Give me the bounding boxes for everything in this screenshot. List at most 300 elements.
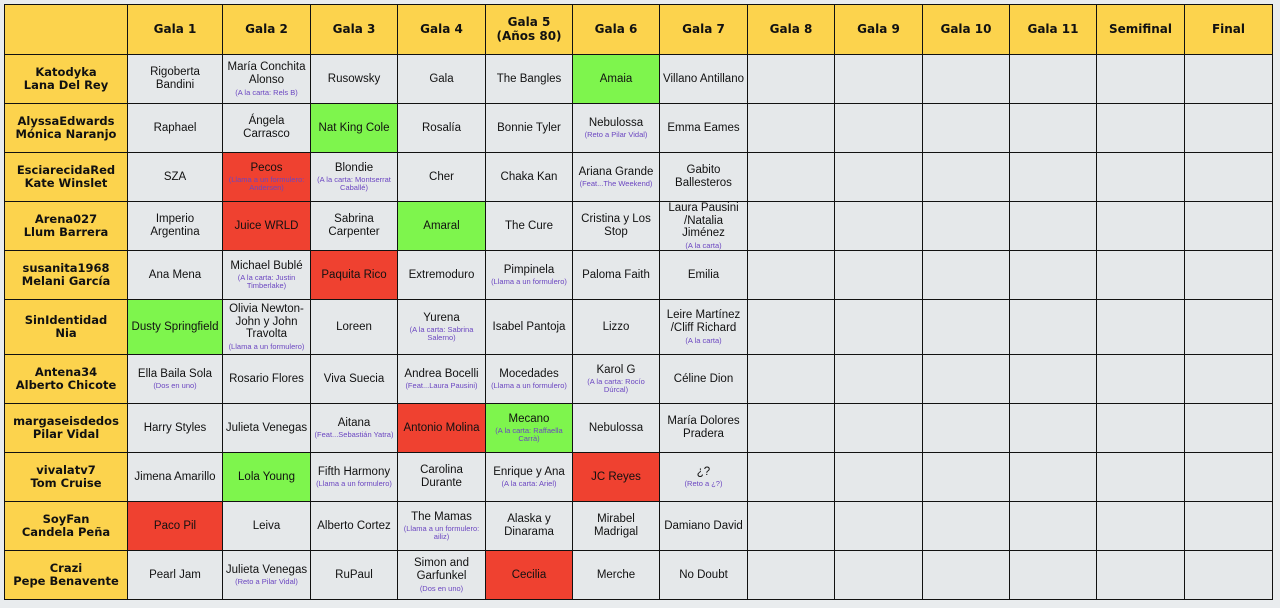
gala-cell	[398, 502, 486, 551]
gala-cell	[573, 453, 660, 502]
gala-cell	[311, 251, 398, 300]
artist-name: JC Reyes	[591, 470, 641, 483]
artist-name: Carolina Durante	[420, 464, 463, 489]
gala-cell	[398, 355, 486, 404]
team-header	[5, 404, 128, 453]
artist-name: Rusowsky	[327, 72, 381, 85]
artist-name: Cecilia	[511, 568, 547, 581]
team-header	[5, 202, 128, 251]
gala-cell	[923, 502, 1010, 551]
artist-name: Julieta Venegas	[225, 563, 308, 576]
table-row	[5, 300, 1273, 355]
gala-cell	[835, 153, 923, 202]
artist-name: Viva Suecia	[323, 372, 385, 385]
team-celebrity: Llum Barrera	[23, 225, 109, 239]
artist-note: (Llama a un formulero)	[491, 277, 567, 287]
gala-cell	[748, 355, 835, 404]
column-header	[1010, 5, 1097, 55]
artist-name: Cristina y Los Stop	[581, 213, 651, 238]
gala-cell	[486, 300, 573, 355]
gala-cell	[573, 404, 660, 453]
gala-cell	[1010, 453, 1097, 502]
artist-name: Paloma Faith	[582, 268, 650, 281]
column-header	[748, 5, 835, 55]
gala-cell	[1097, 404, 1185, 453]
gala-cell	[1010, 153, 1097, 202]
artist-note: (Dos en uno)	[419, 583, 464, 593]
table-row	[5, 404, 1273, 453]
gala-cell	[311, 202, 398, 251]
artist-name: Harry Styles	[143, 421, 207, 434]
artist-note: (Llama a un formulero: ailiz)	[403, 524, 480, 542]
gala-cell	[1097, 55, 1185, 104]
artist-name: Sabrina Carpenter	[328, 213, 380, 238]
artist-name: María Conchita Alonso	[227, 61, 306, 87]
artist-note: (Llama a un formulero)	[491, 381, 567, 391]
team-celebrity: Mónica Naranjo	[15, 127, 117, 141]
artist-name: Leiva	[252, 519, 281, 532]
team-celebrity: Candela Peña	[21, 525, 111, 539]
gala-cell	[835, 453, 923, 502]
artist-name: Ana Mena	[148, 268, 202, 281]
gala-cell	[486, 453, 573, 502]
artist-name: Ariana Grande	[578, 165, 654, 178]
artist-name: Damiano David	[664, 519, 743, 532]
gala-cell	[1097, 104, 1185, 153]
team-celebrity: Pepe Benavente	[13, 574, 119, 588]
artist-name: Nebulossa	[588, 421, 644, 434]
artist-note: (Reto a Pilar Vidal)	[584, 130, 648, 140]
team-user: Crazi	[49, 561, 83, 576]
artist-name: SZA	[163, 170, 187, 183]
gala-cell	[748, 502, 835, 551]
gala-cell	[1010, 355, 1097, 404]
gala-cell	[923, 104, 1010, 153]
artist-name: Rosalía	[422, 121, 461, 134]
gala-cell	[311, 355, 398, 404]
gala-cell	[923, 55, 1010, 104]
artist-note: (Feat...The Weekend)	[579, 179, 653, 189]
column-header-label: Gala 5	[507, 15, 551, 30]
team-header	[5, 153, 128, 202]
gala-cell	[835, 104, 923, 153]
artist-name: No Doubt	[679, 568, 728, 581]
artist-name: Leire Martínez /Cliff Richard	[666, 309, 741, 335]
gala-cell	[923, 153, 1010, 202]
artist-name: Rigoberta Bandini	[150, 66, 200, 91]
artist-name: Dusty Springfield	[131, 320, 219, 333]
column-header-label: Semifinal	[1108, 21, 1173, 36]
artist-name: Enrique y Ana	[493, 465, 565, 478]
gala-cell	[660, 355, 748, 404]
gala-cell	[748, 404, 835, 453]
gala-cell	[1097, 251, 1185, 300]
column-header	[398, 5, 486, 55]
artist-name: Pimpinela	[503, 263, 555, 276]
team-user: EsciarecidaRed	[16, 163, 116, 178]
gala-cell	[660, 251, 748, 300]
artist-name: Karol G	[596, 363, 636, 376]
artist-name: Imperio Argentina	[150, 213, 200, 238]
table-row	[5, 551, 1273, 600]
artist-name: Alaska y Dinarama	[504, 513, 554, 538]
gala-cell	[398, 453, 486, 502]
gala-cell	[660, 551, 748, 600]
team-user: AlyssaEdwards	[17, 114, 115, 129]
artist-note: (A la carta: Sabrina Salerno)	[409, 325, 474, 343]
gala-cell	[748, 202, 835, 251]
gala-cell	[923, 453, 1010, 502]
gala-cell	[398, 202, 486, 251]
column-header-sublabel: (Años 80)	[496, 28, 562, 43]
team-user: SoyFan	[42, 512, 90, 527]
column-header	[223, 5, 311, 55]
gala-cell	[748, 251, 835, 300]
gala-cell	[398, 153, 486, 202]
gala-cell	[1185, 355, 1273, 404]
artist-name: Pearl Jam	[149, 568, 201, 581]
gala-cell	[1185, 104, 1273, 153]
gala-cell	[398, 251, 486, 300]
gala-cell	[128, 104, 223, 153]
gala-cell	[311, 55, 398, 104]
artist-name: Isabel Pantoja	[492, 320, 566, 333]
gala-cell	[398, 404, 486, 453]
team-celebrity: Lana Del Rey	[23, 78, 109, 92]
artist-name: The Bangles	[496, 72, 562, 85]
artist-name: Céline Dion	[673, 372, 734, 385]
gala-cell	[835, 404, 923, 453]
artist-name: Mirabel Madrigal	[593, 513, 639, 538]
artist-name: Amaral	[423, 219, 460, 232]
table-row	[5, 502, 1273, 551]
artist-name: Nat King Cole	[318, 121, 390, 134]
team-celebrity: Nia	[55, 326, 77, 340]
column-header-label: Gala 10	[940, 21, 992, 36]
gala-cell	[923, 251, 1010, 300]
artist-name: Emilia	[687, 268, 720, 281]
column-header-label: Gala 11	[1027, 21, 1079, 36]
artist-name: Laura Pausini /Natalia Jiménez	[668, 202, 739, 240]
team-user: susanita1968	[22, 261, 110, 276]
corner-header	[5, 5, 128, 55]
team-header	[5, 55, 128, 104]
gala-cell	[128, 502, 223, 551]
gala-cell	[1185, 453, 1273, 502]
gala-cell	[1185, 502, 1273, 551]
gala-cell	[1097, 453, 1185, 502]
gala-cell	[835, 355, 923, 404]
gala-cell	[398, 300, 486, 355]
artist-note: (Feat...Laura Pausini)	[405, 381, 478, 391]
gala-cell	[748, 453, 835, 502]
gala-cell	[660, 502, 748, 551]
gala-cell	[486, 251, 573, 300]
gala-cell	[660, 300, 748, 355]
column-header-label: Gala 2	[245, 21, 288, 36]
artist-name: Chaka Kan	[500, 170, 558, 183]
gala-cell	[486, 404, 573, 453]
gala-cell	[311, 551, 398, 600]
gala-cell	[1010, 104, 1097, 153]
gala-cell	[923, 202, 1010, 251]
artist-name: Michael Bublé	[230, 259, 303, 272]
team-header	[5, 453, 128, 502]
artist-name: Blondie	[334, 161, 374, 174]
artist-note: (A la carta: Rocío Dúrcal)	[587, 377, 645, 395]
artist-name: Antonio Molina	[403, 421, 480, 434]
gala-cell	[311, 104, 398, 153]
artist-name: Juice WRLD	[234, 219, 299, 232]
column-header-label: Gala 3	[332, 21, 376, 36]
artist-name: Fifth Harmony	[317, 465, 391, 478]
gala-cell	[573, 251, 660, 300]
artist-name: Nebulossa	[588, 116, 644, 129]
gala-cell	[223, 104, 311, 153]
gala-cell	[128, 153, 223, 202]
gala-cell	[486, 355, 573, 404]
gala-cell	[223, 153, 311, 202]
gala-cell	[223, 404, 311, 453]
artist-note: (A la carta: Justin Timberlake)	[237, 273, 296, 291]
gala-cell	[573, 300, 660, 355]
gala-cell	[923, 300, 1010, 355]
gala-cell	[398, 104, 486, 153]
gala-cell	[128, 355, 223, 404]
column-header	[128, 5, 223, 55]
gala-cell	[923, 404, 1010, 453]
gala-cell	[573, 202, 660, 251]
gala-cell	[223, 502, 311, 551]
artist-name: Gabito Ballesteros	[675, 164, 732, 189]
column-header	[311, 5, 398, 55]
gala-cell	[1185, 404, 1273, 453]
artist-note: (Feat...Sebastián Yatra)	[314, 430, 394, 440]
artist-name: Ángela Carrasco	[243, 115, 290, 140]
artist-note: (Reto a ¿?)	[684, 479, 723, 489]
gala-cell	[223, 300, 311, 355]
gala-cell	[748, 551, 835, 600]
gala-cell	[128, 453, 223, 502]
column-header	[835, 5, 923, 55]
team-user: vivalatv7	[36, 463, 96, 478]
gala-cell	[1185, 202, 1273, 251]
table-row	[5, 453, 1273, 502]
artist-name: Paquita Rico	[321, 268, 387, 281]
gala-cell	[1010, 300, 1097, 355]
artist-note: (A la carta)	[685, 335, 722, 345]
gala-cell	[835, 55, 923, 104]
gala-cell	[835, 202, 923, 251]
gala-cell	[1097, 551, 1185, 600]
gala-cell	[1010, 404, 1097, 453]
gala-cell	[1010, 202, 1097, 251]
gala-cell	[223, 55, 311, 104]
column-header-label: Final	[1211, 21, 1246, 36]
column-header-label: Gala 7	[682, 21, 725, 36]
galas-table	[4, 4, 1273, 600]
artist-name: Jimena Amarillo	[134, 470, 216, 483]
gala-cell	[1010, 551, 1097, 600]
artist-note: (A la carta: Montserrat Caballé)	[317, 175, 391, 193]
artist-name: Pecos	[250, 161, 283, 174]
gala-cell	[223, 453, 311, 502]
gala-cell	[128, 202, 223, 251]
gala-cell	[1097, 202, 1185, 251]
artist-note: (A la carta: Raffaella Carrà)	[495, 426, 563, 444]
gala-cell	[923, 551, 1010, 600]
team-header	[5, 104, 128, 153]
gala-cell	[573, 104, 660, 153]
artist-note: (Llama a un formulero)	[228, 342, 305, 352]
artist-name: Yurena	[423, 311, 460, 324]
gala-cell	[311, 453, 398, 502]
team-celebrity: Melani García	[21, 274, 111, 288]
column-header-label: Gala 9	[857, 21, 900, 36]
artist-name: ¿?	[696, 465, 711, 478]
table-row	[5, 55, 1273, 104]
gala-cell	[311, 300, 398, 355]
artist-note: (Llama a un formulero)	[316, 479, 392, 489]
table-row	[5, 153, 1273, 202]
team-celebrity: Tom Cruise	[30, 476, 102, 490]
gala-cell	[573, 55, 660, 104]
gala-cell	[1010, 55, 1097, 104]
gala-cell	[660, 202, 748, 251]
artist-name: Gala	[429, 72, 454, 85]
artist-note: (A la carta: Ariel)	[501, 479, 557, 489]
artist-name: Extremoduro	[408, 268, 475, 281]
gala-cell	[1185, 55, 1273, 104]
artist-note: (Llama a un formulero: Andersen)	[228, 175, 305, 193]
column-header-label: Gala 8	[769, 21, 813, 36]
table-row	[5, 355, 1273, 404]
gala-cell	[1097, 153, 1185, 202]
column-header-label: Gala 1	[153, 21, 197, 36]
team-header	[5, 300, 128, 355]
team-header	[5, 551, 128, 600]
gala-cell	[223, 551, 311, 600]
gala-cell	[573, 502, 660, 551]
gala-cell	[835, 551, 923, 600]
artist-name: Paco Pil	[153, 519, 197, 532]
gala-cell	[835, 300, 923, 355]
artist-name: Lizzo	[602, 320, 630, 333]
artist-name: Amaia	[599, 72, 633, 85]
gala-cell	[1185, 251, 1273, 300]
artist-note: (A la carta)	[685, 241, 722, 251]
gala-cell	[1010, 502, 1097, 551]
artist-name: Rosario Flores	[229, 372, 304, 385]
gala-cell	[573, 153, 660, 202]
gala-cell	[573, 355, 660, 404]
gala-cell	[486, 202, 573, 251]
gala-cell	[835, 502, 923, 551]
gala-cell	[660, 55, 748, 104]
gala-cell	[128, 404, 223, 453]
gala-cell	[311, 153, 398, 202]
gala-cell	[748, 55, 835, 104]
gala-cell	[660, 153, 748, 202]
team-user: Antena34	[34, 365, 98, 380]
gala-cell	[748, 153, 835, 202]
artist-name: Bonnie Tyler	[497, 121, 561, 134]
gala-cell	[311, 502, 398, 551]
gala-cell	[311, 404, 398, 453]
team-celebrity: Kate Winslet	[24, 176, 108, 190]
artist-name: Alberto Cortez	[317, 519, 391, 532]
gala-cell	[128, 300, 223, 355]
artist-name: Villano Antillano	[663, 72, 744, 85]
team-header	[5, 502, 128, 551]
gala-cell	[748, 104, 835, 153]
column-header-label: Gala 6	[594, 21, 638, 36]
team-user: SinIdentidad	[24, 313, 108, 328]
table-row	[5, 202, 1273, 251]
column-header	[660, 5, 748, 55]
artist-name: María Dolores Pradera	[667, 415, 740, 440]
gala-cell	[835, 251, 923, 300]
artist-name: Julieta Venegas	[225, 421, 308, 434]
team-header	[5, 251, 128, 300]
team-user: Katodyka	[35, 65, 97, 80]
table-row	[5, 104, 1273, 153]
artist-name: The Cure	[505, 219, 553, 232]
gala-cell	[486, 153, 573, 202]
table-row	[5, 251, 1273, 300]
gala-cell	[1185, 153, 1273, 202]
gala-cell	[486, 104, 573, 153]
team-celebrity: Alberto Chicote	[15, 378, 117, 392]
column-header	[486, 5, 573, 55]
artist-name: Ella Baila Sola	[137, 367, 213, 380]
column-header	[573, 5, 660, 55]
gala-cell	[128, 55, 223, 104]
artist-name: RuPaul	[335, 568, 373, 581]
gala-cell	[573, 551, 660, 600]
gala-cell	[223, 251, 311, 300]
gala-cell	[223, 355, 311, 404]
artist-name: Olivia Newton-John y John Travolta	[229, 303, 304, 341]
gala-cell	[1097, 502, 1185, 551]
artist-name: Mecano	[508, 412, 550, 425]
gala-cell	[660, 404, 748, 453]
gala-cell	[923, 355, 1010, 404]
artist-name: Merche	[596, 568, 636, 581]
team-user: Arena027	[34, 212, 98, 227]
artist-note: (Reto a Pilar Vidal)	[235, 577, 298, 587]
column-header-label: Gala 4	[420, 21, 463, 36]
header-row	[5, 5, 1273, 55]
artist-name: The Mamas	[411, 510, 472, 523]
artist-name: Lola Young	[238, 470, 295, 483]
gala-cell	[1097, 355, 1185, 404]
gala-cell	[128, 551, 223, 600]
gala-cell	[1185, 551, 1273, 600]
artist-name: Emma Eames	[667, 121, 740, 134]
gala-cell	[1185, 300, 1273, 355]
gala-cell	[486, 551, 573, 600]
gala-cell	[748, 300, 835, 355]
team-user: margaseisdedos	[13, 414, 119, 429]
artist-name: Simon and Garfunkel	[414, 557, 469, 583]
artist-name: Aitana	[337, 416, 371, 429]
gala-cell	[1097, 300, 1185, 355]
team-celebrity: Pilar Vidal	[32, 427, 100, 441]
artist-name: Raphael	[153, 121, 197, 134]
artist-note: (A la carta: Rels B)	[235, 87, 298, 97]
gala-cell	[660, 104, 748, 153]
